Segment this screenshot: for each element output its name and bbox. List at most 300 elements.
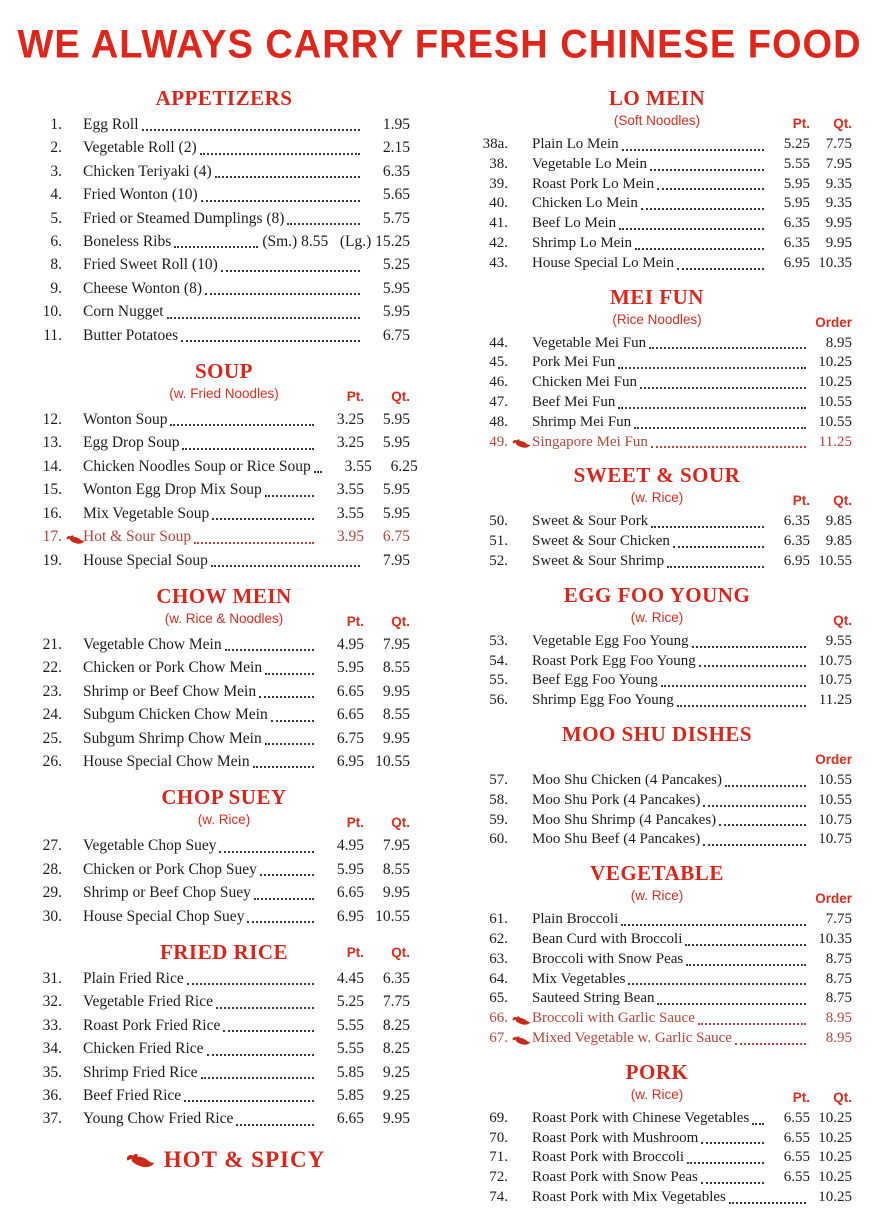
item-number: 36. bbox=[42, 1087, 62, 1104]
item-number: 3. bbox=[50, 162, 62, 180]
item-price: 5.55 bbox=[336, 1016, 364, 1034]
item-price: 10.25 bbox=[818, 1109, 852, 1126]
dotted-leader bbox=[236, 1124, 314, 1126]
item-name: Roast Pork with Snow Peas bbox=[532, 1169, 698, 1186]
item-price: 3.25 bbox=[336, 434, 364, 452]
item-number: 54. bbox=[489, 652, 508, 669]
item-number: 62. bbox=[489, 930, 508, 947]
section-lo-mein bbox=[462, 86, 852, 274]
section-header bbox=[462, 861, 852, 886]
item-number: 74. bbox=[489, 1188, 508, 1205]
item-price: 6.55 bbox=[783, 1129, 810, 1146]
dotted-leader bbox=[687, 1162, 764, 1164]
item-number: 31. bbox=[42, 969, 62, 987]
hot-pepper-icon bbox=[123, 1152, 155, 1169]
item-number: 6. bbox=[50, 233, 62, 251]
item-name: Broccoli with Snow Peas bbox=[532, 950, 684, 967]
price-labels bbox=[768, 1090, 852, 1105]
item-name: Sweet & Sour Shrimp bbox=[532, 552, 665, 569]
dotted-leader bbox=[200, 153, 360, 155]
section-title: CHOP SUEY bbox=[161, 785, 287, 810]
item-name: House Special Chop Suey bbox=[83, 907, 245, 925]
item-name: Fried or Steamed Dumplings (8) bbox=[83, 209, 285, 227]
price-label: Pt. bbox=[792, 493, 810, 509]
dotted-leader bbox=[187, 983, 314, 985]
item-number: 19. bbox=[42, 551, 62, 569]
dotted-leader bbox=[225, 649, 314, 651]
item-number: 58. bbox=[489, 791, 508, 808]
item-name: Shrimp or Beef Chow Mein bbox=[83, 682, 257, 700]
item-price: 6.95 bbox=[336, 752, 364, 770]
item-name: Plain Lo Mein bbox=[532, 136, 619, 152]
item-number: 2. bbox=[50, 139, 62, 157]
item-name: Butter Potatoes bbox=[83, 326, 179, 344]
menu-item-row bbox=[462, 234, 852, 254]
price-label: Order bbox=[815, 751, 852, 767]
menu-item-row bbox=[462, 413, 852, 433]
hot-spicy-label: HOT & SPICY bbox=[163, 1146, 326, 1172]
section-title: SOUP bbox=[194, 359, 253, 384]
item-price: 10.55 bbox=[818, 413, 852, 430]
menu-item-row bbox=[462, 552, 852, 572]
menu-item-row bbox=[38, 207, 410, 230]
menu-item-row bbox=[462, 970, 852, 990]
dotted-leader bbox=[618, 407, 806, 409]
item-name: Vegetable Lo Mein bbox=[532, 155, 647, 172]
item-price: 5.95 bbox=[336, 659, 364, 677]
item-name: Beef Mei Fun bbox=[532, 393, 616, 410]
menu-item-row bbox=[462, 1148, 852, 1168]
section-title: VEGETABLE bbox=[590, 861, 724, 886]
dotted-leader bbox=[201, 200, 360, 202]
menu-item-row bbox=[462, 771, 852, 791]
item-price: 10.55 bbox=[375, 752, 410, 770]
item-number: 47. bbox=[489, 393, 508, 410]
item-price: 6.95 bbox=[783, 552, 810, 569]
section-subtitle: (w. Rice) bbox=[197, 812, 251, 828]
item-number: 4. bbox=[50, 186, 62, 204]
item-name: Moo Shu Beef (4 Pancakes) bbox=[532, 831, 701, 848]
menu-item-row bbox=[38, 858, 410, 881]
section-soup bbox=[38, 359, 418, 572]
item-price: 7.95 bbox=[825, 155, 852, 172]
section-header bbox=[38, 584, 410, 609]
section-subheader bbox=[38, 386, 410, 406]
item-price: 6.35 bbox=[382, 162, 410, 180]
item-number: 59. bbox=[489, 811, 508, 828]
menu-column-left bbox=[38, 86, 418, 1173]
item-number: 28. bbox=[42, 860, 62, 878]
item-number: 38a. bbox=[482, 136, 508, 152]
item-number: 17. bbox=[42, 528, 62, 546]
item-price: 4.95 bbox=[336, 837, 364, 855]
item-name: Roast Pork Egg Foo Young bbox=[532, 652, 696, 669]
item-price: 10.25 bbox=[818, 1169, 852, 1186]
item-name: Wonton Egg Drop Mix Soup bbox=[83, 481, 262, 499]
menu-item-row bbox=[462, 214, 852, 234]
menu-item-row bbox=[38, 1037, 410, 1060]
dotted-leader bbox=[167, 317, 360, 319]
section-header bbox=[38, 785, 410, 810]
menu-item-row bbox=[462, 950, 852, 970]
item-price: 5.95 bbox=[783, 195, 810, 212]
dotted-leader bbox=[657, 188, 764, 190]
item-price: 10.55 bbox=[818, 791, 852, 808]
item-price: 5.25 bbox=[783, 136, 810, 152]
dotted-leader bbox=[701, 1182, 764, 1184]
item-price: 8.95 bbox=[825, 1010, 852, 1027]
section-subtitle: (Rice Noodles) bbox=[612, 311, 702, 327]
price-label: Pt. bbox=[792, 116, 810, 131]
dotted-leader bbox=[618, 367, 806, 369]
item-price: 5.95 bbox=[382, 303, 410, 321]
item-name: Fried Sweet Roll (10) bbox=[83, 256, 218, 274]
dotted-leader bbox=[216, 1007, 314, 1009]
item-name: Vegetable Egg Foo Young bbox=[532, 632, 689, 649]
dotted-leader bbox=[215, 176, 360, 178]
section-header bbox=[462, 86, 852, 111]
item-number: 9. bbox=[50, 279, 62, 297]
item-number: 48. bbox=[489, 413, 508, 430]
dotted-leader bbox=[729, 1202, 806, 1204]
item-price: 8.55 bbox=[382, 659, 410, 677]
item-name: Beef Lo Mein bbox=[532, 215, 617, 232]
price-labels bbox=[815, 891, 852, 906]
menu-item-row bbox=[462, 930, 852, 950]
item-price: 8.25 bbox=[382, 1016, 410, 1034]
item-price: 10.75 bbox=[818, 652, 852, 669]
item-number: 30. bbox=[42, 907, 62, 925]
item-number: 72. bbox=[489, 1169, 508, 1186]
menu-item-row bbox=[462, 830, 852, 850]
section-subheader bbox=[38, 812, 410, 832]
item-number: 50. bbox=[489, 513, 508, 530]
dotted-leader bbox=[205, 293, 360, 295]
item-price: 10.75 bbox=[818, 831, 852, 848]
item-price: 7.95 bbox=[382, 551, 410, 569]
menu-item-row bbox=[38, 478, 410, 501]
item-price: 5.65 bbox=[382, 186, 410, 204]
menu-item-row bbox=[462, 811, 852, 831]
item-number: 8. bbox=[50, 256, 62, 274]
item-name: Moo Shu Shrimp (4 Pancakes) bbox=[532, 811, 717, 828]
item-price: 6.35 bbox=[783, 234, 810, 251]
dotted-leader bbox=[703, 844, 806, 846]
menu-item-row bbox=[462, 393, 852, 413]
item-number: 40. bbox=[489, 195, 508, 212]
item-price: 6.65 bbox=[336, 1110, 364, 1128]
item-price: 8.55 bbox=[382, 860, 410, 878]
item-price: 9.25 bbox=[382, 1087, 410, 1104]
dotted-leader bbox=[260, 874, 314, 876]
menu-item-row bbox=[38, 1084, 410, 1107]
item-name: Subgum Chicken Chow Mein bbox=[83, 706, 268, 724]
menu-item-row bbox=[462, 691, 852, 711]
item-number: 67. bbox=[489, 1029, 508, 1046]
section-header bbox=[38, 940, 410, 965]
section-title: FRIED RICE bbox=[159, 939, 289, 964]
section-vegetable bbox=[462, 861, 852, 1049]
dotted-leader bbox=[212, 518, 314, 520]
item-name: Young Chow Fried Rice bbox=[83, 1110, 234, 1128]
item-price: 5.75 bbox=[382, 209, 410, 227]
section-subtitle: (w. Rice & Noodles) bbox=[164, 610, 284, 626]
item-price: 7.75 bbox=[825, 136, 852, 152]
menu-item-row bbox=[38, 183, 410, 206]
menu-item-row bbox=[38, 431, 410, 454]
hot-pepper-icon bbox=[64, 534, 85, 545]
dotted-leader bbox=[651, 446, 806, 448]
dotted-leader bbox=[207, 1054, 314, 1056]
item-price: 10.75 bbox=[818, 811, 852, 828]
menu-item-row bbox=[462, 512, 852, 532]
dotted-leader bbox=[619, 228, 764, 230]
item-price: 9.95 bbox=[382, 682, 410, 700]
section-subheader bbox=[462, 312, 852, 332]
menu-item-row bbox=[38, 727, 410, 750]
section-subheader bbox=[462, 888, 852, 908]
item-name: Egg Roll bbox=[83, 116, 139, 133]
price-label: Qt. bbox=[833, 1089, 852, 1105]
item-name: Roast Pork with Mix Vegetables bbox=[532, 1188, 726, 1205]
item-price: 6.65 bbox=[336, 884, 364, 902]
menu-item-row bbox=[38, 750, 410, 773]
dotted-leader bbox=[265, 743, 314, 745]
section-title: EGG FOO YOUNG bbox=[563, 582, 751, 607]
menu-item-row bbox=[462, 632, 852, 652]
item-price: 10.75 bbox=[818, 672, 852, 689]
section-chow-mein bbox=[38, 584, 410, 773]
menu-item-row bbox=[462, 532, 852, 552]
item-number: 55. bbox=[489, 672, 508, 689]
price-label: Order bbox=[815, 314, 852, 330]
item-number: 41. bbox=[489, 215, 508, 232]
menu-item-row bbox=[38, 703, 410, 726]
item-price: 10.35 bbox=[818, 930, 852, 947]
item-number: 11. bbox=[43, 326, 62, 344]
item-price: 9.95 bbox=[382, 1110, 410, 1128]
item-price: 5.55 bbox=[336, 1040, 364, 1058]
dotted-leader bbox=[673, 546, 764, 548]
item-number: 65. bbox=[489, 990, 508, 1007]
dotted-leader bbox=[314, 471, 322, 473]
dotted-leader bbox=[657, 1003, 806, 1005]
price-labels bbox=[768, 493, 852, 508]
item-name: Roast Pork with Chinese Vegetables bbox=[532, 1109, 750, 1126]
item-number: 49. bbox=[489, 433, 508, 450]
section-subheader bbox=[462, 1087, 852, 1107]
dotted-leader bbox=[677, 268, 764, 270]
item-price: 8.75 bbox=[825, 990, 852, 1007]
item-number: 69. bbox=[489, 1109, 508, 1126]
menu-item-row bbox=[38, 230, 410, 253]
item-price: 5.95 bbox=[336, 860, 364, 878]
menu-item-row bbox=[462, 373, 852, 393]
item-number: 64. bbox=[489, 970, 508, 987]
dotted-leader bbox=[182, 448, 314, 450]
dotted-leader bbox=[259, 696, 314, 698]
dotted-leader bbox=[253, 766, 314, 768]
item-price: 6.35 bbox=[783, 215, 810, 232]
item-name: Roast Pork with Mushroom bbox=[532, 1129, 699, 1146]
section-header bbox=[462, 722, 852, 747]
dotted-leader bbox=[699, 665, 806, 667]
menu-item-row bbox=[38, 502, 410, 525]
item-number: 14. bbox=[42, 457, 62, 475]
item-name: Vegetable Fried Rice bbox=[83, 993, 213, 1011]
menu-item-row bbox=[462, 135, 852, 155]
item-number: 26. bbox=[42, 752, 62, 770]
item-number: 70. bbox=[489, 1129, 508, 1146]
item-price: 10.55 bbox=[818, 771, 852, 788]
section-header bbox=[462, 285, 852, 310]
item-name: Moo Shu Pork (4 Pancakes) bbox=[532, 791, 701, 808]
item-number: 13. bbox=[42, 434, 62, 452]
item-name: Plain Fried Rice bbox=[83, 969, 184, 987]
dotted-leader bbox=[641, 208, 764, 210]
item-name: House Special Soup bbox=[83, 551, 208, 569]
item-name: House Special Chow Mein bbox=[83, 752, 250, 770]
item-name: Chicken Mei Fun bbox=[532, 374, 637, 391]
item-price: 11.25 bbox=[818, 692, 852, 709]
menu-item-row bbox=[462, 1129, 852, 1149]
section-subheader bbox=[462, 749, 852, 769]
item-price: 9.55 bbox=[825, 632, 852, 649]
item-number: 53. bbox=[489, 632, 508, 649]
dotted-leader bbox=[271, 720, 314, 722]
item-price: 10.55 bbox=[818, 552, 852, 569]
item-name: House Special Lo Mein bbox=[532, 254, 675, 271]
item-price: 4.95 bbox=[336, 635, 364, 653]
item-price: 5.25 bbox=[336, 993, 364, 1011]
item-name: Wonton Soup bbox=[83, 411, 168, 429]
dotted-leader bbox=[677, 705, 806, 707]
menu-item-row bbox=[38, 905, 410, 928]
dotted-leader bbox=[635, 248, 764, 250]
item-number: 46. bbox=[489, 374, 508, 391]
item-number: 10. bbox=[42, 303, 62, 321]
hot-pepper-icon bbox=[510, 1035, 531, 1046]
item-price: 10.55 bbox=[818, 393, 852, 410]
menu-item-row bbox=[38, 300, 410, 323]
item-name: Chicken or Pork Chow Mein bbox=[83, 659, 263, 677]
menu-item-row bbox=[38, 455, 418, 478]
item-price: 3.55 bbox=[336, 481, 364, 499]
item-number: 45. bbox=[489, 354, 508, 371]
section-title: MOO SHU DISHES bbox=[561, 721, 753, 746]
price-label: Pt. bbox=[346, 815, 364, 831]
section-title: MEI FUN bbox=[610, 284, 704, 309]
item-number: 61. bbox=[489, 911, 508, 928]
dotted-leader bbox=[650, 169, 764, 171]
menu-item-row bbox=[462, 989, 852, 1009]
item-name: Subgum Shrimp Chow Mein bbox=[83, 729, 262, 747]
item-price: 6.75 bbox=[382, 326, 410, 344]
item-name: Plain Broccoli bbox=[532, 911, 619, 928]
item-price: 8.75 bbox=[825, 950, 852, 967]
price-label: Qt. bbox=[833, 612, 852, 628]
dotted-leader bbox=[634, 427, 806, 429]
menu-item-row bbox=[38, 408, 410, 431]
item-number: 35. bbox=[42, 1063, 62, 1081]
item-name: Chicken or Pork Chop Suey bbox=[83, 860, 257, 878]
item-name: Mix Vegetables bbox=[532, 970, 626, 987]
item-price: 8.95 bbox=[825, 334, 852, 351]
menu-item-row bbox=[38, 1014, 410, 1037]
item-price: 9.95 bbox=[382, 884, 410, 902]
section-title: CHOW MEIN bbox=[156, 583, 292, 608]
dotted-leader bbox=[685, 944, 806, 946]
menu-item-row bbox=[462, 353, 852, 373]
item-price: 6.65 bbox=[336, 706, 364, 724]
item-name: Roast Pork Fried Rice bbox=[83, 1016, 221, 1034]
item-number: 23. bbox=[42, 682, 62, 700]
menu-item-row bbox=[38, 1061, 410, 1084]
dotted-leader bbox=[287, 223, 360, 225]
menu-column-right bbox=[462, 86, 852, 1208]
item-number: 15. bbox=[42, 481, 62, 499]
item-number: 56. bbox=[489, 692, 508, 709]
section-header bbox=[462, 1060, 852, 1085]
menu-item-row bbox=[462, 1168, 852, 1188]
item-price: 6.95 bbox=[783, 254, 810, 271]
item-price: 9.35 bbox=[825, 195, 852, 212]
price-label: Qt. bbox=[833, 116, 852, 131]
section-title: LO MEIN bbox=[608, 86, 706, 110]
item-number: 29. bbox=[42, 884, 62, 902]
item-name: Moo Shu Chicken (4 Pancakes) bbox=[532, 771, 722, 788]
item-name: Sweet & Sour Pork bbox=[532, 513, 649, 530]
item-price: 8.75 bbox=[825, 970, 852, 987]
section-title: SWEET & SOUR bbox=[573, 463, 741, 488]
price-labels bbox=[318, 815, 410, 830]
price-label: Qt. bbox=[391, 613, 410, 629]
menu-item-row bbox=[462, 194, 852, 214]
menu-item-row bbox=[38, 1107, 410, 1130]
menu-item-row bbox=[38, 680, 410, 703]
item-price: 5.95 bbox=[783, 175, 810, 192]
item-number: 43. bbox=[489, 254, 508, 271]
item-price: 3.55 bbox=[336, 504, 364, 522]
item-price: 5.95 bbox=[382, 411, 410, 429]
item-number: 34. bbox=[42, 1040, 62, 1058]
dotted-leader bbox=[649, 347, 806, 349]
section-appetizers bbox=[38, 86, 410, 347]
dotted-leader bbox=[651, 526, 764, 528]
item-name: Singapore Mei Fun bbox=[532, 433, 648, 450]
item-price: 7.95 bbox=[382, 635, 410, 653]
item-price: 5.85 bbox=[336, 1063, 364, 1081]
section-subtitle: (w. Rice) bbox=[630, 1086, 684, 1102]
price-label: Pt. bbox=[346, 944, 364, 960]
dotted-leader bbox=[622, 149, 764, 151]
dotted-leader bbox=[628, 983, 806, 985]
item-number: 60. bbox=[489, 831, 508, 848]
item-number: 37. bbox=[42, 1110, 62, 1128]
item-name: Shrimp Mei Fun bbox=[532, 413, 632, 430]
price-labels bbox=[833, 613, 852, 628]
section-subtitle: (Soft Noodles) bbox=[613, 113, 701, 128]
item-name: Roast Pork Lo Mein bbox=[532, 175, 655, 192]
item-price: 7.95 bbox=[382, 837, 410, 855]
item-price: 9.85 bbox=[825, 533, 852, 550]
section-mei-fun bbox=[462, 285, 852, 453]
item-name: Bean Curd with Broccoli bbox=[532, 930, 683, 947]
item-price: 9.95 bbox=[825, 215, 852, 232]
item-price: 4.45 bbox=[336, 969, 364, 987]
item-name: Sweet & Sour Chicken bbox=[532, 533, 670, 550]
menu-item-row bbox=[462, 1029, 852, 1049]
